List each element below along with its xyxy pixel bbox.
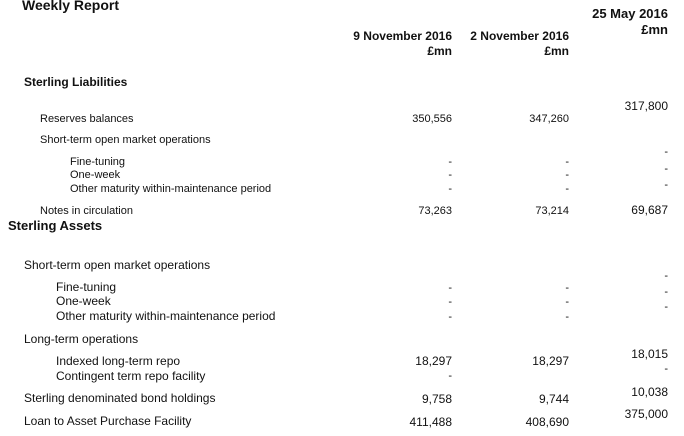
asset-fine-tuning-col3: - xyxy=(664,270,668,282)
report-title: Weekly Report xyxy=(22,0,119,13)
reserves-label: Reserves balances xyxy=(40,113,134,125)
notes-value-col2: 73,214 xyxy=(535,205,569,217)
asset-fine-tuning-label: Fine-tuning xyxy=(56,280,117,294)
reserves-value-col2: 347,260 xyxy=(529,113,569,125)
liab-one-week-col3: - xyxy=(664,163,668,175)
reserves-value-col3: 317,800 xyxy=(624,99,668,113)
asset-other-maturity-col1: - xyxy=(448,311,452,323)
liab-one-week-col1: - xyxy=(448,169,452,181)
liab-fine-tuning-label: Fine-tuning xyxy=(70,156,126,168)
col2-date-header: 2 November 2016 xyxy=(470,29,569,43)
apf-loan-col1: 411,488 xyxy=(409,415,452,429)
asset-one-week-label: One-week xyxy=(56,294,111,308)
liab-other-maturity-label: Other maturity within-maintenance period xyxy=(70,183,272,195)
bond-holdings-col1: 9,758 xyxy=(421,392,452,406)
notes-value-col3: 69,687 xyxy=(631,203,668,217)
asset-other-maturity-label: Other maturity within-maintenance period xyxy=(56,309,276,323)
notes-value-col1: 73,263 xyxy=(418,205,452,217)
reserves-value-col1: 350,556 xyxy=(412,113,452,125)
contingent-repo-col1: - xyxy=(448,370,452,382)
asset-one-week-col2: - xyxy=(565,296,569,308)
indexed-repo-col1: 18,297 xyxy=(415,354,452,368)
col1-date-header: 9 November 2016 xyxy=(353,29,452,43)
indexed-repo-col2: 18,297 xyxy=(532,354,569,368)
liabilities-heading: Sterling Liabilities xyxy=(24,75,128,89)
bond-holdings-label: Sterling denominated bond holdings xyxy=(24,391,216,405)
asset-other-maturity-col3: - xyxy=(664,301,668,313)
col3-unit-header: £mn xyxy=(641,22,668,37)
bond-holdings-col3: 10,038 xyxy=(631,385,668,399)
liab-fine-tuning-col3: - xyxy=(664,146,668,158)
liab-fine-tuning-col1: - xyxy=(448,156,452,168)
liab-omo-label: Short-term open market operations xyxy=(40,134,211,146)
apf-loan-col3: 375,000 xyxy=(624,407,668,421)
assets-heading: Sterling Assets xyxy=(8,218,103,233)
apf-loan-col2: 408,690 xyxy=(525,415,569,429)
contingent-repo-col3: - xyxy=(664,363,668,375)
liab-other-maturity-col1: - xyxy=(448,183,452,195)
liab-one-week-label: One-week xyxy=(70,169,121,181)
asset-fine-tuning-col1: - xyxy=(448,282,452,294)
col2-unit-header: £mn xyxy=(544,44,569,58)
indexed-repo-label: Indexed long-term repo xyxy=(56,354,181,368)
asset-fine-tuning-col2: - xyxy=(565,282,569,294)
contingent-repo-label: Contingent term repo facility xyxy=(56,369,206,383)
notes-label: Notes in circulation xyxy=(40,205,133,217)
apf-loan-label: Loan to Asset Purchase Facility xyxy=(24,414,192,428)
asset-one-week-col1: - xyxy=(448,296,452,308)
col3-date-header: 25 May 2016 xyxy=(592,6,668,21)
liab-other-maturity-col2: - xyxy=(565,183,569,195)
lto-label: Long-term operations xyxy=(24,332,139,346)
asset-omo-label: Short-term open market operations xyxy=(24,258,211,272)
liab-other-maturity-col3: - xyxy=(664,179,668,191)
liab-one-week-col2: - xyxy=(565,169,569,181)
liab-fine-tuning-col2: - xyxy=(565,156,569,168)
bond-holdings-col2: 9,744 xyxy=(538,392,569,406)
asset-other-maturity-col2: - xyxy=(565,311,569,323)
asset-one-week-col3: - xyxy=(664,286,668,298)
indexed-repo-col3: 18,015 xyxy=(631,347,668,361)
col1-unit-header: £mn xyxy=(427,44,452,58)
